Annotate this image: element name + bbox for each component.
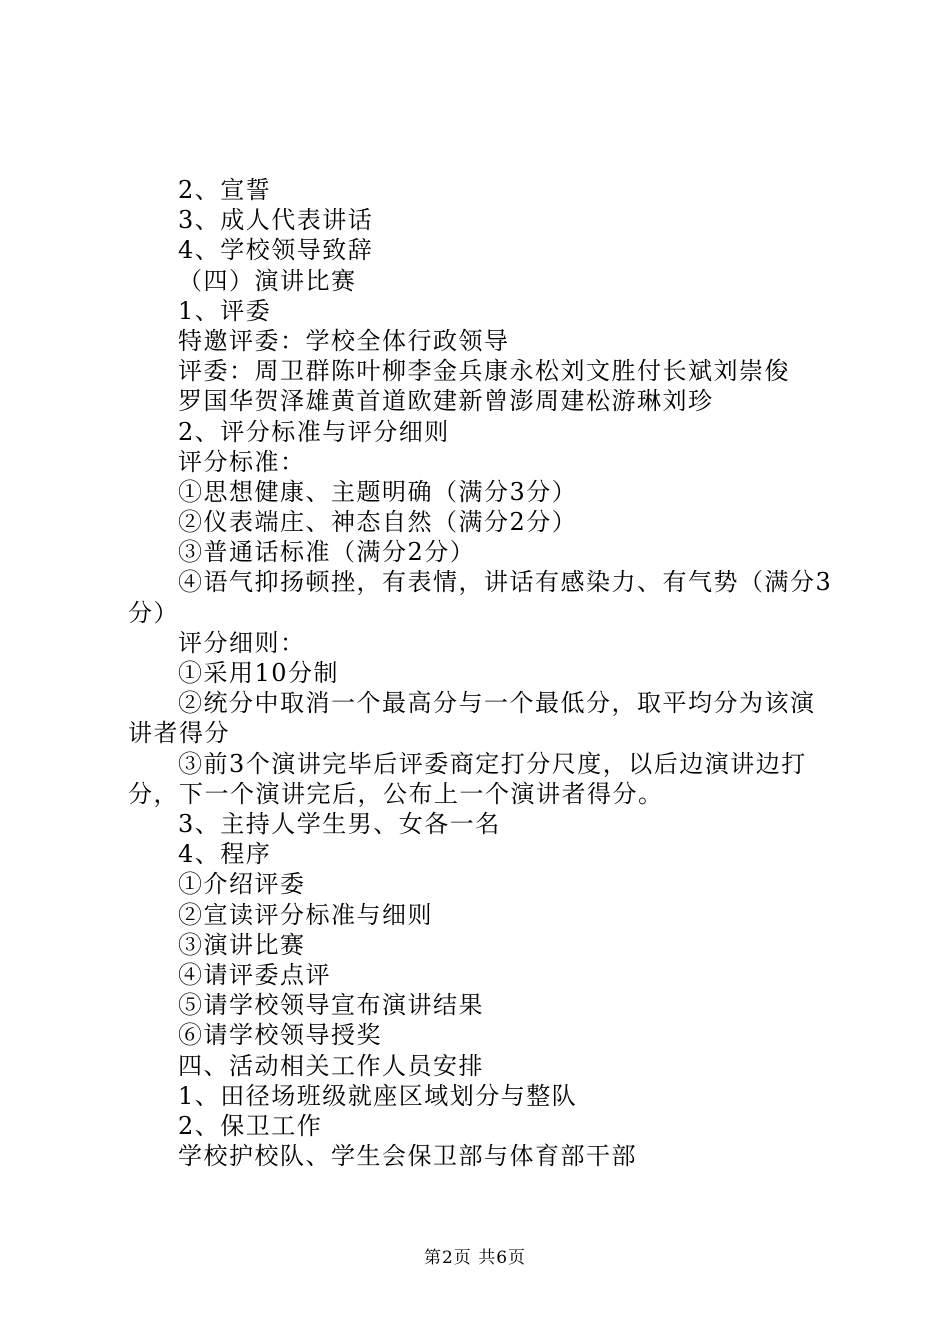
document-body bbox=[128, 175, 836, 1171]
paragraph-line: ④语气抑扬顿挫，有表情，讲话有感染力、有气势（满分3分） bbox=[128, 568, 833, 627]
paragraph-line: ②仪表端庄、神态自然（满分2分） bbox=[178, 508, 578, 537]
paragraph-line: ⑤请学校领导宣布演讲结果 bbox=[178, 991, 484, 1020]
paragraph-line: 1、田径场班级就座区域划分与整队 bbox=[178, 1081, 578, 1110]
paragraph-line: ④请评委点评 bbox=[178, 960, 331, 989]
paragraph-line: 2、宣誓 bbox=[178, 176, 272, 204]
paragraph-line: 学校护校队、学生会保卫部与体育部干部 bbox=[178, 1142, 637, 1171]
paragraph-line: 评分标准： bbox=[178, 447, 306, 476]
paragraph-line: 2、保卫工作 bbox=[178, 1111, 323, 1140]
paragraph-line: ②统分中取消一个最高分与一个最低分，取平均分为该演讲者得分 bbox=[128, 689, 816, 748]
page-footer: 第2页 共6页 bbox=[423, 1248, 527, 1268]
paragraph-line: 4、程序 bbox=[178, 840, 272, 869]
paragraph-line: 评委：周卫群陈叶柳李金兵康永松刘文胜付长斌刘崇俊 bbox=[178, 357, 790, 386]
paragraph-line: 罗国华贺泽雄黄首道欧建新曾澎周建松游琳刘珍 bbox=[178, 387, 714, 416]
paragraph-line: 4、学校领导致辞 bbox=[178, 236, 374, 265]
paragraph-line: ①介绍评委 bbox=[178, 870, 306, 899]
paragraph-line: 3、主持人学生男、女各一名 bbox=[178, 810, 501, 839]
paragraph-line: 四、活动相关工作人员安排 bbox=[178, 1051, 484, 1080]
paragraph-line: ③普通话标准（满分2分） bbox=[178, 538, 476, 567]
paragraph-line: 2、评分标准与评分细则 bbox=[178, 417, 450, 446]
paragraph-line: （四）演讲比赛 bbox=[178, 266, 357, 295]
paragraph-line: ⑥请学校领导授奖 bbox=[178, 1021, 382, 1050]
paragraph-line: ①思想健康、主题明确（满分3分） bbox=[178, 477, 578, 506]
paragraph-line: 评分细则： bbox=[178, 628, 306, 657]
paragraph-line: ③演讲比赛 bbox=[178, 930, 306, 959]
paragraph-line: ③前3个演讲完毕后评委商定打分尺度，以后边演讲边打分，下一个演讲完后，公布上一个演讲者得分。 bbox=[128, 749, 807, 808]
paragraph-line: 特邀评委：学校全体行政领导 bbox=[178, 326, 510, 355]
paragraph-line: ②宣读评分标准与细则 bbox=[178, 900, 433, 929]
paragraph-line: 3、成人代表讲话 bbox=[178, 206, 374, 235]
paragraph-line: 1、评委 bbox=[178, 296, 272, 325]
paragraph-line: ①采用10分制 bbox=[178, 659, 340, 688]
